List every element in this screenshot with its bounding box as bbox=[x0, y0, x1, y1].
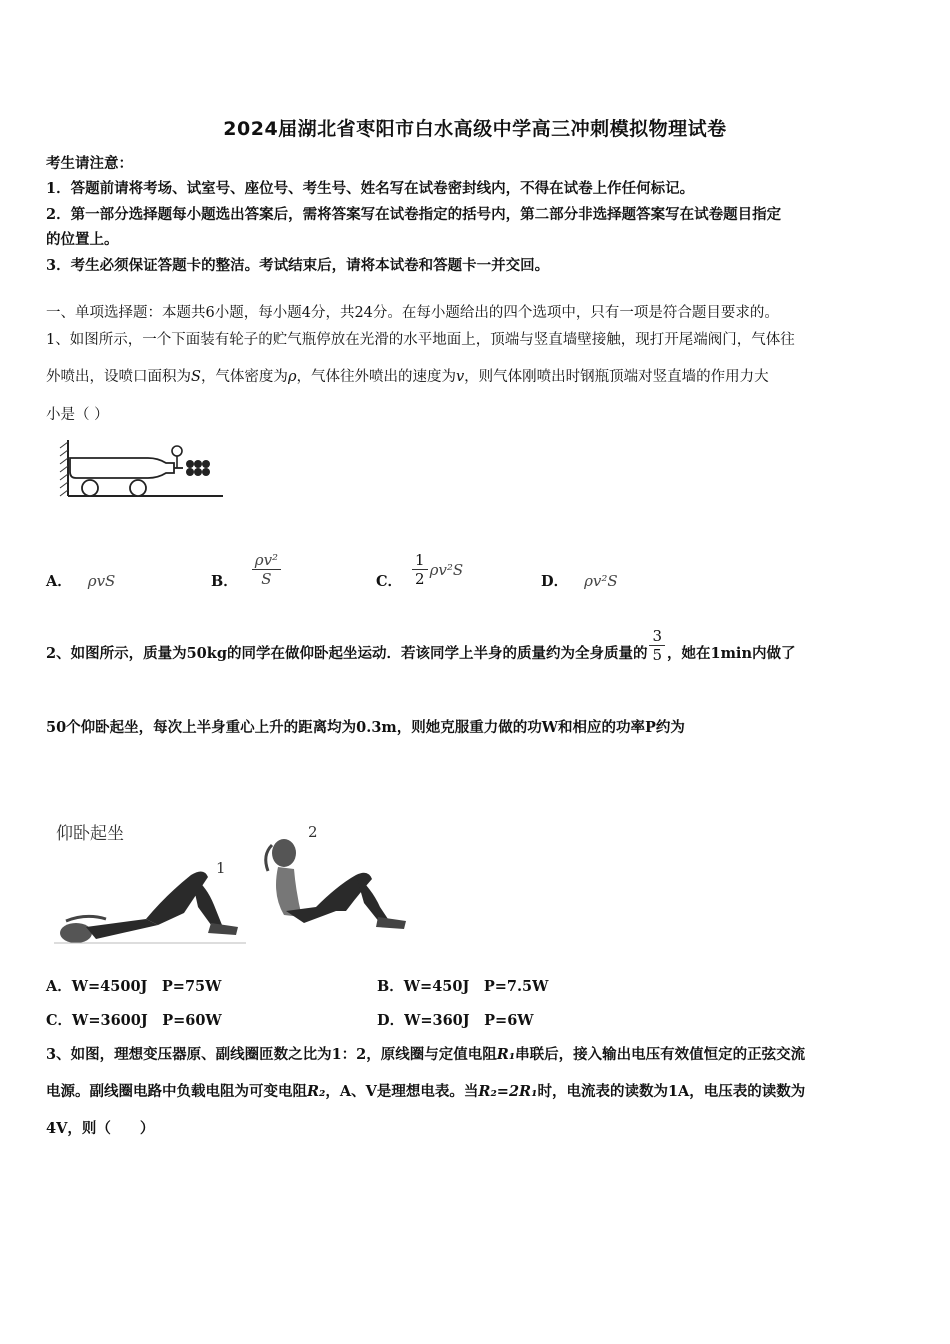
notice-item-1: 1．答题前请将考场、试室号、座位号、考生号、姓名写在试卷密封线内，不得在试卷上作任何标记。 bbox=[46, 180, 695, 197]
q1-line2: 外喷出，设喷口面积为S，气体密度为ρ，气体往外喷出的速度为v，则气体刚喷出时钢瓶顶端对竖直墙的作用力大 bbox=[46, 369, 769, 385]
person-lying bbox=[60, 871, 238, 943]
q1-cylinder-figure bbox=[58, 438, 223, 503]
var-v: v bbox=[455, 369, 465, 385]
var-rho: ρ bbox=[287, 369, 297, 385]
notice-item-3: 3．考生必须保证答题卡的整洁。考试结束后，请将本试卷和答题卡一并交回。 bbox=[46, 257, 550, 274]
q2-option-d[interactable]: D．W=360J P=6W bbox=[377, 1012, 534, 1029]
figure-caption: 仰卧起坐 bbox=[56, 824, 124, 844]
q3-line1: 3、如图，理想变压器原、副线圈匝数之比为1：2，原线圈与定值电阻R₁串联后，接入输出电压有效值恒定的正弦交流 bbox=[46, 1046, 806, 1063]
q2-line2: 50个仰卧起坐，每次上半身重心上升的距离均为0.3m，则她克服重力做的功W和相应的功率P约为 bbox=[46, 719, 685, 736]
notice-heading: 考生请注意： bbox=[46, 155, 133, 172]
q2-situp-figure bbox=[46, 815, 446, 955]
notice-item-2-cont: 的位置上。 bbox=[46, 231, 119, 248]
q3-line2: 电源。副线圈电路中负载电阻为可变电阻R₂，A、V是理想电表。当R₂=2R₁时，电流表的读数为1A，电压表的读数为 bbox=[46, 1083, 806, 1100]
q1-line3: 小是（ ） bbox=[46, 407, 109, 423]
q2-option-b[interactable]: B．W=450J P=7.5W bbox=[377, 978, 549, 995]
q2-option-a[interactable]: A．W=4500J P=75W bbox=[46, 978, 222, 995]
q3-line3: 4V，则（ ） bbox=[46, 1120, 155, 1137]
figure-label-1: 1 bbox=[216, 859, 226, 877]
var-S: S bbox=[191, 369, 201, 385]
figure-label-2: 2 bbox=[308, 823, 318, 841]
q1-option-d[interactable]: D． ρv²S bbox=[541, 572, 618, 590]
q1-option-c[interactable]: C． $\frac{1}{2}$ ρv²S bbox=[376, 551, 464, 590]
q2-option-c[interactable]: C．W=3600J P=60W bbox=[46, 1012, 222, 1029]
q1-line1: 1、如图所示，一个下面装有轮子的贮气瓶停放在光滑的水平地面上，顶端与竖直墙壁接触，现打开尾端阀门，气体往 bbox=[46, 332, 795, 348]
notice-item-2: 2．第一部分选择题每小题选出答案后，需将答案写在试卷指定的括号内，第二部分非选择题答案写在试卷题目指定 bbox=[46, 206, 782, 223]
q1-option-b[interactable]: B． $\frac{\text{ρv²}}{S}$ bbox=[211, 548, 281, 591]
q2-line1: 2、如图所示，质量为50kg的同学在做仰卧起坐运动．若该同学上半身的质量约为全身质量的 $\frac{3}{5}$ ，她在1min内做了 bbox=[46, 627, 796, 664]
page-title: 2024届湖北省枣阳市白水高级中学高三冲刺模拟物理试卷 bbox=[223, 118, 727, 140]
q1-option-a[interactable]: A． ρvS bbox=[46, 572, 116, 590]
person-sitting bbox=[266, 839, 406, 929]
section-heading: 一、单项选择题：本题共6小题，每小题4分，共24分。在每小题给出的四个选项中，只有一项是符合题目要求的。 bbox=[46, 305, 779, 321]
